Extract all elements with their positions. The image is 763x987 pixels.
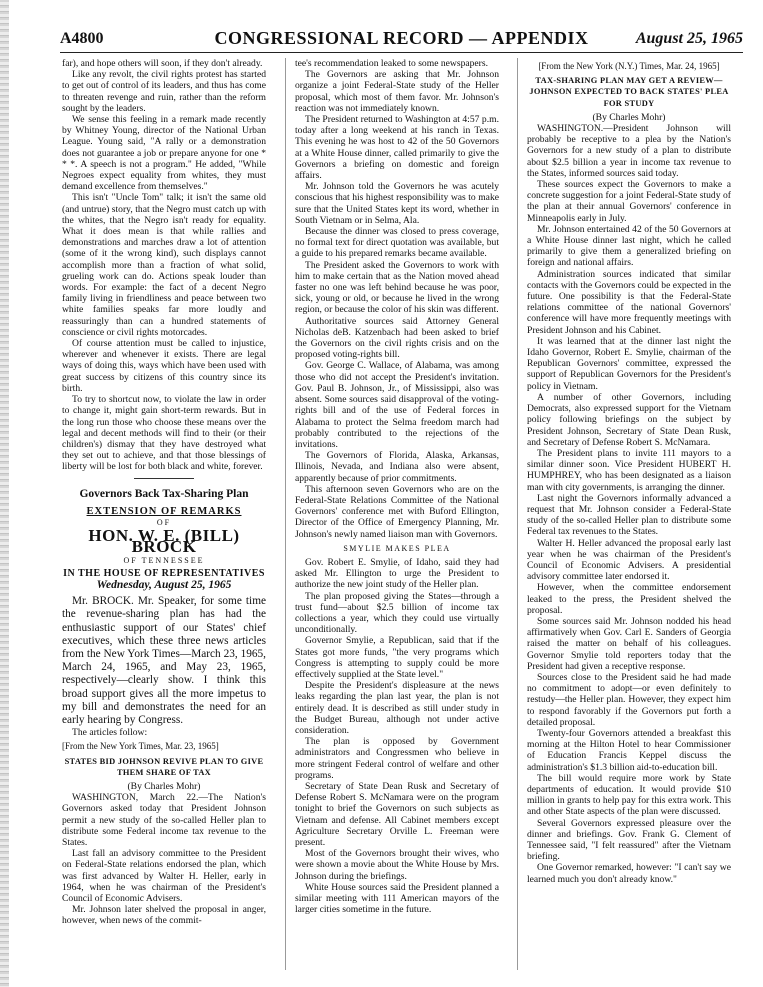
paragraph: Mr. Johnson told the Governors he was acutely conscious that his highest responsibility was to make sure that the United States kept its word, whether in South Vietnam or in Selma, Ala. — [295, 181, 499, 226]
paragraph: Gov. George C. Wallace, of Alabama, was among those who did not accept the President's invitation. Gov. Paul B. Johnson, Jr., of Mississippi, also was absent. Some sources said disapproval of the voting-rights bill and of the use of Federal forces in Alabama to protect the Selma freedom march had probably contributed to the rejections of the invitations. — [295, 360, 499, 450]
page-number: A4800 — [60, 30, 104, 47]
paragraph: The plan proposed giving the States—through a trust fund—about $2.5 billion of income tax collections a year, which they could use virtually unconditionally. — [295, 590, 499, 636]
paragraph: Mr. Johnson entertained 42 of the 50 Governors at a White House dinner last night, which he called primarily to give them a generalized briefing on foreign and national affairs. — [527, 223, 731, 269]
paragraph: One Governor remarked, however: "I can't say we learned much you don't already know." — [527, 862, 731, 885]
paragraph: Administration sources indicated that similar contacts with the Governors could be expected in the future. One possibility is that the Federal-State relations committee of the national Governors' conference will have more frequently meetings with President Johnson and his Cabinet. — [527, 268, 731, 336]
member-state: OF TENNESSEE — [123, 555, 205, 565]
header-rule — [60, 52, 743, 53]
paragraph: Despite the President's displeasure at the news leaks regarding the plan last year, the plan is not entirely dead. It is described as still under study in the Budget Bureau, although not under active consideration. — [295, 680, 499, 736]
column-divider — [517, 58, 518, 970]
paragraph: The President asked the Governors to work with him to make certain that as the Nation moved ahead faster no one was left behind because he was poor, sick, young or old, or because he lived in the wrong region, or because the color of his skin was different. — [295, 259, 499, 316]
publication-title: CONGRESSIONAL RECORD — APPENDIX — [214, 28, 589, 48]
paragraph: The Governors are asking that Mr. Johnson organize a joint Federal-State study of the Heller proposal, which most of them favor. Mr. Johnson's reaction was not immediately known. — [295, 69, 499, 114]
column-3 — [527, 58, 731, 885]
paragraph: White House sources said the President planned a similar meeting with 111 American mayors of the larger cities sometime in the future. — [295, 881, 499, 916]
column-divider — [285, 58, 286, 970]
paragraph: Twenty-four Governors attended a breakfast this morning at the Hilton Hotel to hear Commissioner of Education Francis Keppel discuss the administration's $1.3 billion aid-to-education bill. — [527, 727, 731, 773]
paragraph: It was learned that at the dinner last night the Idaho Governor, Robert E. Smylie, chairman of the Republican Governors' committee, expressed the support of Republican Governors for the President's policy in Vietnam. — [527, 335, 731, 392]
paragraph: To try to shortcut now, to violate the law in order to change it, might gain short-term rewards. But in the long run those who choose these means over the legal and decent methods will find to their (or their children's) dismay that they have destroyed what they set out to achieve, and that those blessings of liberty will be lost for both black and white, forever. — [62, 394, 266, 473]
byline: (By Charles Mohr) — [127, 780, 201, 792]
paragraph: We sense this feeling in a remark made recently by Whitney Young, director of the National Urban League. Young said, "A rally or a demonstration does not guarantee a job or prepare anyone for one * * *. A speech is not a program." He added, "While Negroes expect equality from whites, they must demand excellence from themselves." — [62, 114, 266, 193]
paragraph: These sources expect the Governors to make a concrete suggestion for a joint Federal-State study of the plan at their annual Governors' conference in Minneapolis early in July. — [527, 179, 731, 224]
paragraph: far), and hope others will soon, if they don't already. — [62, 58, 263, 69]
byline: (By Charles Mohr) — [592, 111, 666, 123]
chamber-label: IN THE HOUSE OF REPRESENTATIVES — [63, 567, 265, 579]
source-citation: [From the New York Times, Mar. 23, 1965] — [62, 741, 219, 752]
remarks-date: Wednesday, August 25, 1965 — [96, 578, 232, 591]
paragraph: However, when the committee endorsement leaked to the press, the President shelved the proposal. — [527, 582, 731, 616]
paragraph: The plan is opposed by Government administrators and Congressmen who believe in more stringent Federal control of welfare and other programs. — [295, 736, 499, 781]
divider — [134, 478, 194, 479]
paragraph: The bill would require more work by State departments of education. It would provide $10 million in grants to help pay for this extra work. This and other State aspects of the plan were discussed. — [527, 772, 731, 818]
paragraph: Sources close to the President said he had made no commitment to adopt—or even definitely to restudy—the Heller plan. However, they expect him to respond favorably if the Governors put forth a detailed proposal. — [527, 671, 731, 728]
article-title: TAX-SHARING PLAN MAY GET A REVIEW—JOHNSON EXPECTED TO BACK STATES' PLEA FOR STUDY — [529, 76, 729, 108]
paragraph: The President plans to invite 111 mayors to a similar dinner soon. Vice President HUBERT H. HUMPHREY, who has been designated as a liaison man with city governments, is arranging the dinner. — [527, 447, 731, 493]
paragraph: Secretary of State Dean Rusk and Secretary of Defense Robert S. McNamara were on the program tonight to brief the Governors on such subjects as Vietnam and defense. All Cabinet members except Agriculture Secretary Orville L. Freeman were present. — [295, 781, 499, 849]
paragraph: This isn't "Uncle Tom" talk; it isn't the same old (and untrue) story, that the Negro must catch up with the whites, that the Negro isn't ready for equality. What it does mean is that while rallies and demonstrations and marches draw a lot of attention (some of it the wrong kind), such displays cannot accomplish more than a fraction of what solid, grueling work can do. Actions speak louder than words. For example: the fact of a decent Negro family living in friendliness and peace between two white families speaks far more loudly and reassuringly than can a hundred statements of conscience or civil rights motorcades. — [62, 192, 266, 338]
column-2 — [295, 58, 499, 915]
paragraph: Like any revolt, the civil rights protest has started to get out of control of its leaders, and thus has come to threaten revenge and ruin, rather than the reform sought by the leaders. — [62, 69, 266, 114]
paragraph: Because the dinner was closed to press coverage, no formal text for direct quotation was available, but a guide to his prepared remarks became available. — [295, 226, 499, 260]
paragraph: Governor Smylie, a Republican, said that if the States got more funds, "the very programs which Congress is attempting to supply could be more effectively supplied at the State level." — [295, 635, 499, 680]
paragraph: Gov. Robert E. Smylie, of Idaho, said they had asked Mr. Ellington to urge the President to authorize the new joint study of the Heller plan. — [295, 556, 499, 591]
paragraph: Several Governors expressed pleasure over the dinner and briefings. Gov. Frank G. Clement of Tennessee said, "I felt reassured" after the Vietnam briefing. — [527, 817, 731, 863]
paragraph: WASHINGTON.—President Johnson will probably be receptive to a plea by the Nation's Governors for a new study of a plan to distribute about $2.5 billion a year in income tax revenue to the States, informed sources said today. — [527, 123, 731, 179]
column-1 — [62, 58, 266, 927]
paragraph: Walter H. Heller advanced the proposal early last year when he was chairman of the President's Council of Economic Advisers. A presidential advisory committee later endorsed it. — [527, 537, 731, 583]
article-headline: Governors Back Tax-Sharing Plan — [79, 487, 249, 500]
paragraph: This afternoon seven Governors who are on the Federal-State Relations Committee of the National Governors' conference met with Buford Ellington, Director of the Office of Emergency Planning, Mr. Johnson's newly named liaison man with Governors. — [295, 483, 499, 540]
paragraph: WASHINGTON, March 22.—The Nation's Governors asked today that President Johnson permit a new study of the so-called Heller plan to distribute some Federal income tax revenue to the States. — [62, 792, 266, 848]
paragraph: A number of other Governors, including Democrats, also expressed support for the Vietnam policy following briefings on the subject by President Johnson, Secretary of State Dean Rusk, and Secretary of Defense Robert S. McNamara. — [527, 391, 731, 448]
article-title: STATES BID JOHNSON REVIVE PLAN TO GIVE THEM SHARE OF TAX — [64, 756, 264, 777]
member-name: HON. W. E. (BILL) BROCK — [88, 526, 240, 557]
of-label: OF — [156, 517, 172, 527]
paragraph: Last fall an advisory committee to the President on Federal-State relations endorsed the plan, which was first advanced by Walter H. Heller, early in 1964, when he was chairman of the President's Council of Economic Advisers. — [62, 848, 266, 905]
page-binding-edge — [0, 0, 9, 987]
paragraph: The President returned to Washington at 4:57 p.m. today after a long weekend at his ranch in Texas. This evening he was host to 42 of the 50 Governors at a White House dinner, called primarily to give the Governors a briefing on domestic and foreign affairs. — [295, 114, 499, 182]
paragraph: Mr. Johnson later shelved the proposal in anger, however, when news of the commit- — [62, 904, 266, 927]
subheading: SMYLIE MAKES PLEA — [343, 543, 451, 553]
paragraph: Last night the Governors informally advanced a request that Mr. Johnson consider a Federal-State study of the so-called Heller plan to distribute some Federal tax revenues to the States. — [527, 492, 731, 538]
page-header — [60, 28, 743, 50]
paragraph: tee's recommendation leaked to some newspapers. — [295, 58, 489, 69]
extension-of-remarks-heading: EXTENSION OF REMARKS — [86, 505, 242, 517]
paragraph: Most of the Governors brought their wives, who were shown a movie about the White House by Mrs. Johnson during the briefings. — [295, 848, 499, 882]
paragraph: Some sources said Mr. Johnson nodded his head affirmatively when Gov. Carl E. Sanders of Georgia raised the matter on behalf of his colleagues. Governor Smylie told reporters today that the President had given a receptive response. — [527, 615, 731, 672]
paragraph: The articles follow: — [72, 727, 148, 739]
lead-paragraph: Mr. BROCK. Mr. Speaker, for some time the revenue-sharing plan has had the enthusiastic support of our States' chief executives, which these three news articles from the New York Times—March 23, 1965, March 24, 1965, and May 23, 1965, respectively—clearly show. I think this broad support gives all the more impetus to my bill and demonstrates the need for an early hearing by Congress. — [62, 595, 266, 726]
paragraph: The Governors of Florida, Alaska, Arkansas, Illinois, Nevada, and Indiana also were absent, apparently because of prior commitments. — [295, 450, 499, 484]
issue-date: August 25, 1965 — [635, 30, 743, 47]
source-citation: [From the New York (N.Y.) Times, Mar. 24, 1965] — [538, 61, 720, 71]
paragraph: Authoritative sources said Attorney General Nicholas deB. Katzenbach had been asked to brief the Governors on the civil rights crisis and on the proposed voting-rights bill. — [295, 315, 499, 361]
paragraph: Of course attention must be called to injustice, wherever and whenever it exists. There are legal ways of doing this, ways which have been used with great success by citizens of this country since its birth. — [62, 338, 266, 394]
